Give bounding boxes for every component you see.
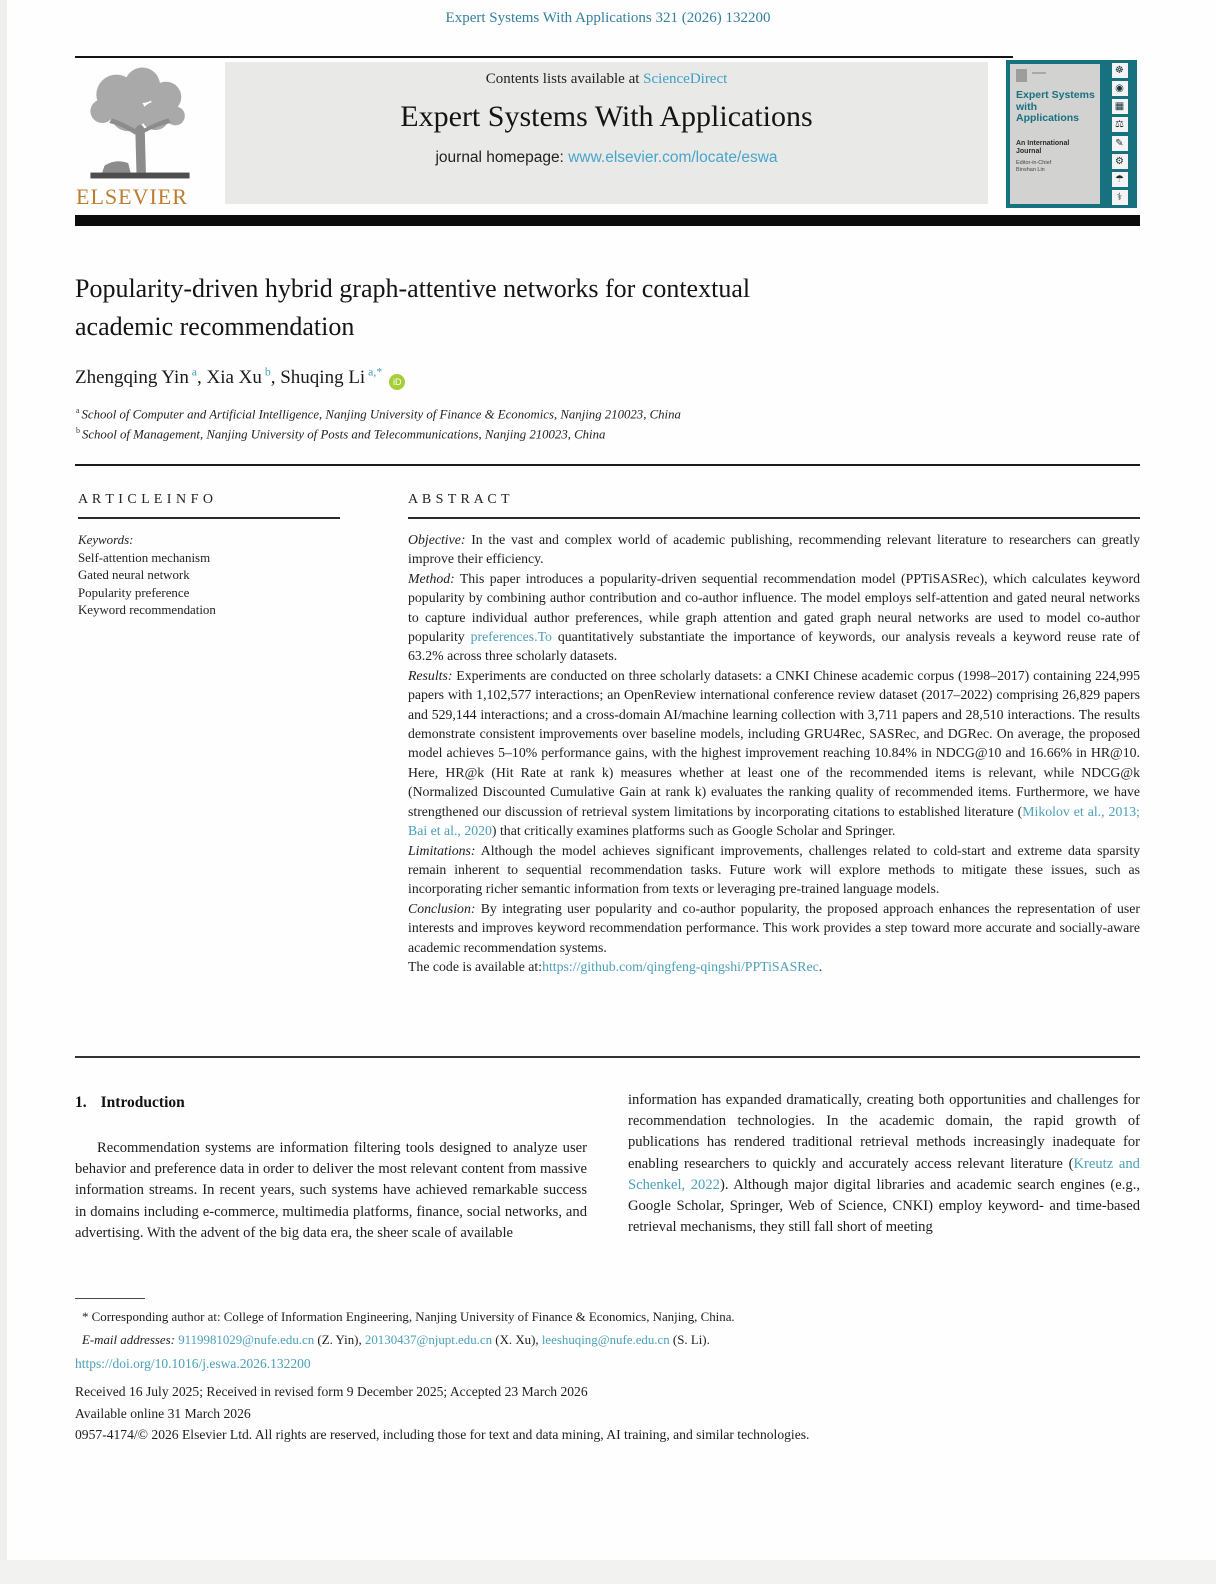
- masthead-top-rule: [75, 56, 1013, 58]
- journal-citation: Expert Systems With Applications 321 (2026) 132200: [445, 10, 771, 26]
- superscript-label: a: [76, 406, 82, 415]
- cover-editor-name: Binshan Lin: [1016, 166, 1045, 173]
- cover-panel: [1010, 64, 1100, 204]
- text-segment: Shuqing Li: [280, 367, 366, 389]
- text-segment: By integrating user popularity and co-author popularity, the proposed approach enhances the representation of user interests and improves keyword recommendation performance. This work provides a step toward more accurate and socially-aware academic recommendation systems.: [408, 900, 1140, 955]
- text-segment: quantitatively substantiate the importance of keywords, our analysis reveals a keyword reuse rate of 63.2% across three scholarly datasets.: [408, 629, 1141, 664]
- contents-line: [225, 62, 988, 88]
- text-segment: E-mail addresses:: [82, 1333, 175, 1347]
- orcid-icon[interactable]: iD: [389, 374, 405, 390]
- abstract-bottom-rule: [75, 1056, 1140, 1058]
- masthead-journal-title: Expert Systems With Applications: [400, 100, 813, 133]
- cover-subtitle: An International Journal: [1016, 140, 1070, 155]
- abstract-rule: [408, 517, 1140, 519]
- superscript-label: a: [188, 366, 197, 379]
- sciencedirect-link[interactable]: ScienceDirect: [643, 71, 728, 87]
- cover-medical-icon: ⚕: [1112, 190, 1128, 205]
- homepage-link[interactable]: www.elsevier.com/locate/eswa: [568, 149, 778, 166]
- article-info-section: [78, 492, 348, 620]
- superscript-label: a,*: [365, 366, 383, 379]
- author-names: [75, 367, 382, 388]
- keywords-label: Keywords:: [78, 533, 134, 547]
- abstract-objective: [408, 530, 1140, 569]
- keyword-item: Self-attention mechanism: [78, 550, 211, 565]
- inline-link[interactable]: Kreutz and Schenkel, 2022: [628, 1155, 1140, 1193]
- text-segment: Recommendation systems are information filtering tools designed to analyze user behavior and preference data in order to deliver the most relevant content from massive information streams. In recent years, such systems have achieved remarkable success in domains including e-commerce, multimedia platforms, finance, social networks, and advertising. With the advent of the big data era, the sheer scale of available: [75, 1140, 587, 1241]
- abstract-results: [408, 666, 1140, 841]
- article-info-heading: A R T I C L E I N F O: [78, 492, 214, 507]
- text-segment: Limitations:: [408, 842, 476, 858]
- cover-title: Expert Systems with Applications: [1016, 89, 1095, 124]
- inline-link[interactable]: 9119981029@nufe.edu.cn: [178, 1333, 315, 1347]
- abstract-section: [408, 492, 1140, 976]
- abstract-limitations: [408, 841, 1140, 899]
- cover-helm-icon: ☸: [1112, 63, 1128, 78]
- cover-publisher-mark-line: [1032, 72, 1046, 74]
- section-title: Introduction: [100, 1094, 185, 1111]
- abstract-body: [408, 530, 1140, 976]
- affiliation-a: [76, 406, 976, 422]
- intro-left-column: [75, 1138, 587, 1244]
- received-dates: Received 16 July 2025; Received in revised form 9 December 2025; Accepted 23 March 2026: [75, 1384, 588, 1399]
- cover-pen-icon: ✎: [1112, 136, 1128, 151]
- cover-icon-strip: [1104, 63, 1135, 205]
- text-segment: (S. Li).: [669, 1333, 710, 1347]
- text-segment: Although the model achieves significant improvements, challenges related to cold-start and extreme data sparsity remain inherent to sequential recommendation tasks. Future work will explore methods to mitigate these issues, such as incorporating richer semantic information from texts or leveraging pre-trained language models.: [408, 842, 1140, 897]
- page-title: [75, 270, 1075, 346]
- cover-gear-icon: ⚙: [1112, 154, 1128, 169]
- text-segment: ,: [197, 367, 207, 389]
- elsevier-tree-icon: [81, 64, 199, 182]
- text-segment: School of Computer and Artificial Intelligence, Nanjing University of Finance & Economics, Nanjing 210023, China: [81, 407, 681, 422]
- homepage-line: [225, 149, 988, 167]
- elsevier-wordmark: ELSEVIER: [76, 184, 188, 209]
- inline-link[interactable]: Mikolov et al., 2013; Bai et al., 2020: [408, 803, 1140, 839]
- text-segment: * Corresponding author at: College of Information Engineering, Nanjing University of Finance & Economics, Nanjing, China.: [82, 1310, 735, 1324]
- text-segment: The code is available at:: [408, 958, 543, 974]
- section-divider-rule: [75, 464, 1140, 466]
- title-line-1: Popularity-driven hybrid graph-attentive networks for contextual: [75, 274, 751, 303]
- cover-scales-icon: ⚖: [1112, 117, 1128, 132]
- scan-edge-left: [0, 0, 7, 1584]
- elsevier-logo: [76, 64, 204, 210]
- cover-editor-label: Editor-in-Chief: [1016, 160, 1052, 166]
- cover-editor: [1016, 160, 1096, 173]
- introduction-heading: [75, 1094, 185, 1112]
- abstract-code-availability: [408, 957, 1140, 976]
- inline-link[interactable]: https://github.com/qingfeng-qingshi/PPTiSASRec: [542, 958, 819, 974]
- keyword-item: Keyword recommendation: [78, 603, 216, 618]
- text-segment: information has expanded dramatically, creating both opportunities and challenges for recommendation technologies. In the academic domain, the rapid growth of publications has rendered traditional retrieval methods increasingly inadequate for enabling researchers to quickly and accurately access relevant literature (: [628, 1092, 1140, 1172]
- corresponding-author-note: [82, 1306, 1062, 1329]
- text-segment: Results:: [408, 667, 453, 683]
- scan-edge-bottom: [0, 1560, 1216, 1584]
- text-segment: (Z. Yin),: [314, 1333, 365, 1347]
- footnote-block: [82, 1306, 1062, 1352]
- inline-link[interactable]: preferences.To: [470, 629, 552, 645]
- text-segment: This paper introduces a popularity-driven sequential recommendation model (PPTiSASRec), which calculates keyword popularity by combining author contribution and co-author influence. The model employs self-attention and gated neural networks to capture individual author preferences, while graph attention and gated graph neural networks are used to model co-author popularity: [408, 570, 1140, 645]
- text-segment: .: [818, 958, 823, 974]
- article-info-rule: [78, 517, 340, 519]
- masthead-box: [225, 62, 988, 204]
- text-segment: Conclusion:: [408, 900, 476, 916]
- publication-history: [75, 1381, 1095, 1446]
- abstract-heading: A B S T R A C T: [408, 492, 511, 507]
- cover-lens-icon: ◉: [1112, 81, 1128, 96]
- inline-link[interactable]: 20130437@njupt.edu.cn: [364, 1333, 493, 1347]
- text-segment: Experiments are conducted on three scholarly datasets: a CNKI Chinese academic corpus (1998–2017) containing 224,995 papers with 1,102,577 interactions; an OpenReview international conference review dataset (2017–2022) comprising 26,829 papers and 529,144 interactions; and a cross-domain AI/machine learning collection with 3,711 papers and 28,510 interactions. The results demonstrate consistent improvements over baseline models, including GRU4Rec, SASRec, and DGRec. On average, the proposed model achieves 5–10% performance gains, with the highest improvement reaching 10.84% in NDCG@10 and 16.66% in HR@10. Here, HR@k (Hit Rate at rank k) measures whether at least one of the recommended items is relevant, while NDCG@k (Normalized Discounted Cumulative Gain at rank k) evaluates the ranking quality of recommended items. Furthermore, we have strengthened our discussion of retrieval system limitations by incorporating citations to established literature (: [408, 667, 1140, 819]
- cover-umbrella-icon: ☂: [1112, 172, 1128, 187]
- abstract-conclusion: [408, 899, 1140, 957]
- inline-link[interactable]: leeshuqing@nufe.edu.cn: [541, 1333, 670, 1347]
- author-list: [75, 366, 405, 390]
- text-segment: Objective:: [408, 532, 466, 547]
- intro-right-column: [628, 1090, 1140, 1238]
- masthead-divider-bar: [75, 215, 1140, 226]
- cover-publisher-mark: [1016, 69, 1027, 82]
- contents-prefix: Contents lists available at: [485, 71, 644, 87]
- superscript-label: b: [261, 366, 271, 379]
- cover-chart-icon: ▦: [1112, 99, 1128, 114]
- keywords-block: [78, 532, 348, 620]
- email-addresses-note: [82, 1329, 1062, 1352]
- doi-link[interactable]: https://doi.org/10.1016/j.eswa.2026.132200: [75, 1356, 311, 1371]
- text-segment: School of Management, Nanjing University of Posts and Telecommunications, Nanjing 210023, China: [81, 427, 606, 442]
- available-online: Available online 31 March 2026: [75, 1405, 251, 1421]
- text-segment: ,: [270, 367, 281, 389]
- journal-cover-thumbnail[interactable]: [1006, 60, 1137, 208]
- text-segment: Zhengqing Yin: [75, 367, 189, 389]
- abstract-method: [408, 569, 1140, 666]
- text-segment: (X. Xu),: [492, 1333, 542, 1347]
- section-number: 1.: [75, 1094, 87, 1111]
- text-segment: Method:: [408, 570, 455, 586]
- affiliation-b: [76, 426, 976, 442]
- text-segment: ). Although major digital libraries and academic search engines (e.g., Google Scholar, Springer, Web of Science, CNKI) employ keyword- and time-based retrieval mechanisms, they still fall short of meeting: [628, 1176, 1141, 1236]
- text-segment: In the vast and complex world of academic publishing, recommending relevant literature to researchers can greatly improve their efficiency.: [408, 532, 1140, 567]
- text-segment: Xia Xu: [206, 367, 262, 389]
- homepage-prefix: journal homepage:: [435, 149, 569, 166]
- keyword-item: Popularity preference: [78, 585, 190, 600]
- keyword-item: Gated neural network: [78, 568, 190, 583]
- copyright-line: 0957-4174/© 2026 Elsevier Ltd. All rights are reserved, including those for text and data mining, AI training, and similar technologies.: [75, 1427, 810, 1442]
- footnote-rule: [75, 1298, 145, 1299]
- title-line-2: academic recommendation: [75, 312, 355, 341]
- text-segment: ) that critically examines platforms such as Google Scholar and Springer.: [491, 823, 896, 839]
- superscript-label: b: [76, 426, 82, 435]
